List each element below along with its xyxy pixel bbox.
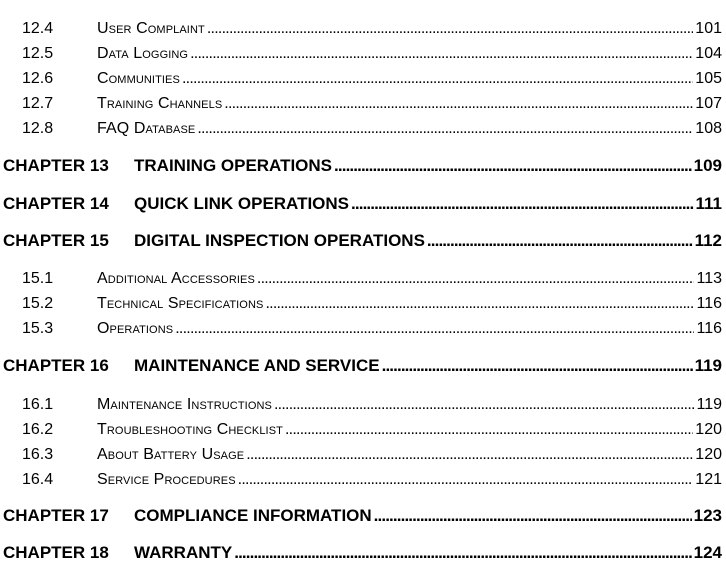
- section-number: 12.4: [0, 20, 97, 38]
- section-number: 15.3: [0, 320, 97, 338]
- section-number: 16.3: [0, 446, 97, 464]
- section-title: Data Logging: [97, 45, 190, 63]
- dot-leader: [224, 95, 693, 113]
- dot-leader: [182, 70, 693, 88]
- toc-chapter-17[interactable]: [0, 506, 726, 536]
- chapter-title: QUICK LINK OPERATIONS: [134, 194, 351, 214]
- dot-leader: [382, 356, 693, 376]
- toc-entry-15-3[interactable]: [0, 320, 726, 345]
- toc-entry-15-1[interactable]: [0, 270, 726, 295]
- page-number: 116: [694, 320, 726, 338]
- chapter-number: CHAPTER 17: [0, 506, 134, 526]
- section-title: Operations: [97, 320, 175, 338]
- section-number: 15.1: [0, 270, 97, 288]
- toc-entry-12-4[interactable]: [0, 20, 726, 45]
- section-title: Training Channels: [97, 95, 224, 113]
- page-number: 111: [694, 194, 726, 214]
- dot-leader: [351, 194, 693, 214]
- section-number: 15.2: [0, 295, 97, 313]
- page-number: 112: [693, 231, 726, 251]
- toc-chapter-18[interactable]: [0, 543, 726, 573]
- toc-entry-16-2[interactable]: [0, 421, 726, 446]
- dot-leader: [207, 20, 693, 38]
- section-title: About Battery Usage: [97, 446, 246, 464]
- section-title: Technical Specifications: [97, 295, 265, 313]
- chapter-title: DIGITAL INSPECTION OPERATIONS: [134, 231, 427, 251]
- section-title: Service Procedures: [97, 471, 238, 489]
- toc-entry-12-7[interactable]: [0, 95, 726, 120]
- page-number: 109: [692, 156, 726, 176]
- chapter-title: TRAINING OPERATIONS: [134, 156, 334, 176]
- section-number: 16.4: [0, 471, 97, 489]
- dot-leader: [246, 446, 693, 464]
- chapter-number: CHAPTER 16: [0, 356, 134, 376]
- toc-entry-12-8[interactable]: [0, 120, 726, 145]
- section-number: 12.8: [0, 120, 97, 138]
- dot-leader: [374, 506, 692, 526]
- section-title: Additional Accessories: [97, 270, 257, 288]
- dot-leader: [285, 421, 693, 439]
- dot-leader: [427, 231, 693, 251]
- section-number: 16.2: [0, 421, 97, 439]
- section-number: 12.5: [0, 45, 97, 63]
- toc-chapter-15[interactable]: [0, 231, 726, 261]
- section-title: FAQ Database: [97, 120, 197, 138]
- page-number: 119: [694, 396, 726, 414]
- chapter-number: CHAPTER 14: [0, 194, 134, 214]
- section-number: 12.6: [0, 70, 97, 88]
- dot-leader: [190, 45, 693, 63]
- page-number: 107: [693, 95, 726, 113]
- dot-leader: [265, 295, 694, 313]
- page-number: 120: [693, 421, 726, 439]
- toc-entry-16-3[interactable]: [0, 446, 726, 471]
- dot-leader: [234, 543, 691, 563]
- section-title: Communities: [97, 70, 182, 88]
- page-number: 105: [693, 70, 726, 88]
- dot-leader: [274, 396, 695, 414]
- chapter-title: COMPLIANCE INFORMATION: [134, 506, 374, 526]
- chapter-number: CHAPTER 18: [0, 543, 134, 563]
- dot-leader: [197, 120, 693, 138]
- toc-entry-16-4[interactable]: [0, 471, 726, 496]
- chapter-number: CHAPTER 13: [0, 156, 134, 176]
- toc-entry-12-5[interactable]: [0, 45, 726, 70]
- page-number: 113: [694, 270, 726, 288]
- section-number: 12.7: [0, 95, 97, 113]
- section-title: Troubleshooting Checklist: [97, 421, 285, 439]
- dot-leader: [334, 156, 692, 176]
- section-title: User Complaint: [97, 20, 207, 38]
- toc-entry-15-2[interactable]: [0, 295, 726, 320]
- toc-chapter-14[interactable]: [0, 194, 726, 224]
- toc-chapter-16[interactable]: [0, 356, 726, 386]
- chapter-number: CHAPTER 15: [0, 231, 134, 251]
- page-number: 116: [694, 295, 726, 313]
- page-number: 108: [693, 120, 726, 138]
- dot-leader: [238, 471, 694, 489]
- page-number: 120: [693, 446, 726, 464]
- chapter-title: WARRANTY: [134, 543, 234, 563]
- dot-leader: [257, 270, 695, 288]
- page-number: 124: [692, 543, 726, 563]
- page-number: 101: [693, 20, 726, 38]
- toc-entry-12-6[interactable]: [0, 70, 726, 95]
- page-number: 123: [692, 506, 726, 526]
- toc-chapter-13[interactable]: [0, 156, 726, 186]
- chapter-title: MAINTENANCE AND SERVICE: [134, 356, 382, 376]
- page-number: 119: [693, 356, 726, 376]
- dot-leader: [175, 320, 694, 338]
- toc-entry-16-1[interactable]: [0, 396, 726, 421]
- page-number: 121: [693, 471, 726, 489]
- page-number: 104: [693, 45, 726, 63]
- section-title: Maintenance Instructions: [97, 396, 274, 414]
- section-number: 16.1: [0, 396, 97, 414]
